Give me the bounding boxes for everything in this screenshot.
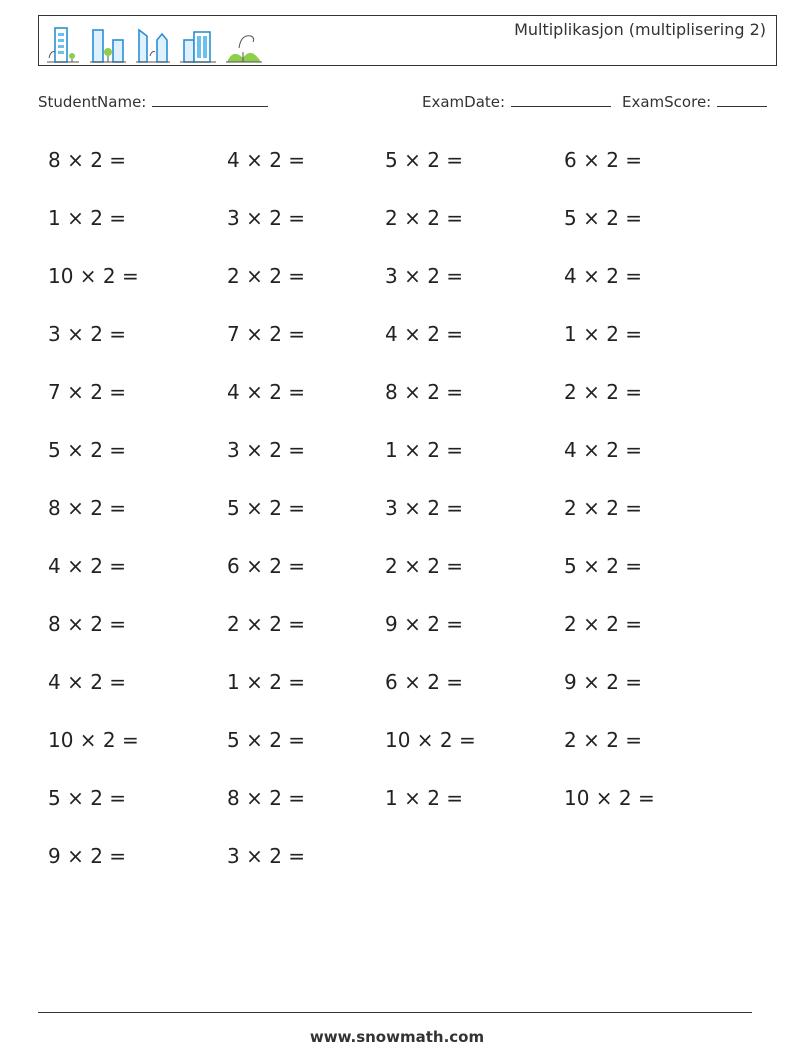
- skyscrapers-icon: [135, 26, 171, 64]
- problem-item: 9 × 2 =: [48, 844, 127, 868]
- problem-item: 5 × 2 =: [227, 496, 306, 520]
- problem-item: 3 × 2 =: [48, 322, 127, 346]
- header-icons: [45, 24, 263, 64]
- problem-item: 1 × 2 =: [227, 670, 306, 694]
- problem-item: 6 × 2 =: [227, 554, 306, 578]
- exam-date-blank[interactable]: [511, 92, 611, 107]
- problem-item: 2 × 2 =: [564, 728, 643, 752]
- office-building-icon: [179, 26, 217, 64]
- exam-date-label: ExamDate:: [422, 93, 506, 111]
- park-icon: [225, 26, 263, 64]
- problem-item: 5 × 2 =: [564, 554, 643, 578]
- problem-item: 5 × 2 =: [227, 728, 306, 752]
- problem-item: 3 × 2 =: [385, 496, 464, 520]
- header-box: [38, 15, 777, 66]
- problem-item: 4 × 2 =: [564, 438, 643, 462]
- exam-date-field: [422, 92, 611, 111]
- problem-item: 8 × 2 =: [385, 380, 464, 404]
- student-name-label: StudentName:: [38, 93, 147, 111]
- problem-item: 7 × 2 =: [227, 322, 306, 346]
- problem-item: 10 × 2 =: [48, 728, 139, 752]
- worksheet-title: Multiplikasjon (multiplisering 2): [514, 20, 766, 39]
- buildings-tree-icon: [89, 26, 127, 64]
- problem-item: 4 × 2 =: [227, 148, 306, 172]
- problem-item: 1 × 2 =: [385, 438, 464, 462]
- problem-item: 1 × 2 =: [564, 322, 643, 346]
- problem-item: 9 × 2 =: [564, 670, 643, 694]
- problem-item: 5 × 2 =: [48, 786, 127, 810]
- problem-item: 2 × 2 =: [385, 206, 464, 230]
- building-icon: [45, 26, 81, 64]
- problem-item: 2 × 2 =: [385, 554, 464, 578]
- problem-item: 8 × 2 =: [48, 148, 127, 172]
- problem-item: 6 × 2 =: [385, 670, 464, 694]
- problem-item: 6 × 2 =: [564, 148, 643, 172]
- problem-item: 4 × 2 =: [48, 670, 127, 694]
- footer-divider: [38, 1012, 752, 1013]
- problem-item: 2 × 2 =: [564, 612, 643, 636]
- problem-item: 3 × 2 =: [385, 264, 464, 288]
- problem-item: 3 × 2 =: [227, 438, 306, 462]
- problem-item: 3 × 2 =: [227, 206, 306, 230]
- problem-item: 10 × 2 =: [564, 786, 655, 810]
- problem-item: 2 × 2 =: [227, 264, 306, 288]
- problem-item: 5 × 2 =: [48, 438, 127, 462]
- problem-item: 9 × 2 =: [385, 612, 464, 636]
- problem-item: 8 × 2 =: [48, 496, 127, 520]
- problem-item: 5 × 2 =: [564, 206, 643, 230]
- problem-item: 8 × 2 =: [48, 612, 127, 636]
- problem-item: 4 × 2 =: [227, 380, 306, 404]
- student-name-blank[interactable]: [152, 92, 268, 107]
- problem-item: 1 × 2 =: [48, 206, 127, 230]
- exam-score-blank[interactable]: [717, 92, 767, 107]
- problem-item: 4 × 2 =: [385, 322, 464, 346]
- problem-item: 5 × 2 =: [385, 148, 464, 172]
- problem-item: 3 × 2 =: [227, 844, 306, 868]
- exam-score-field: [622, 92, 767, 111]
- problem-item: 2 × 2 =: [564, 380, 643, 404]
- student-name-field: [38, 92, 268, 111]
- problem-item: 4 × 2 =: [48, 554, 127, 578]
- problem-item: 2 × 2 =: [227, 612, 306, 636]
- problem-item: 8 × 2 =: [227, 786, 306, 810]
- problem-item: 10 × 2 =: [48, 264, 139, 288]
- problem-item: 10 × 2 =: [385, 728, 476, 752]
- problem-item: 7 × 2 =: [48, 380, 127, 404]
- problem-item: 4 × 2 =: [564, 264, 643, 288]
- problem-item: 1 × 2 =: [385, 786, 464, 810]
- problem-item: 2 × 2 =: [564, 496, 643, 520]
- exam-score-label: ExamScore:: [622, 93, 712, 111]
- footer-url: www.snowmath.com: [309, 1028, 485, 1046]
